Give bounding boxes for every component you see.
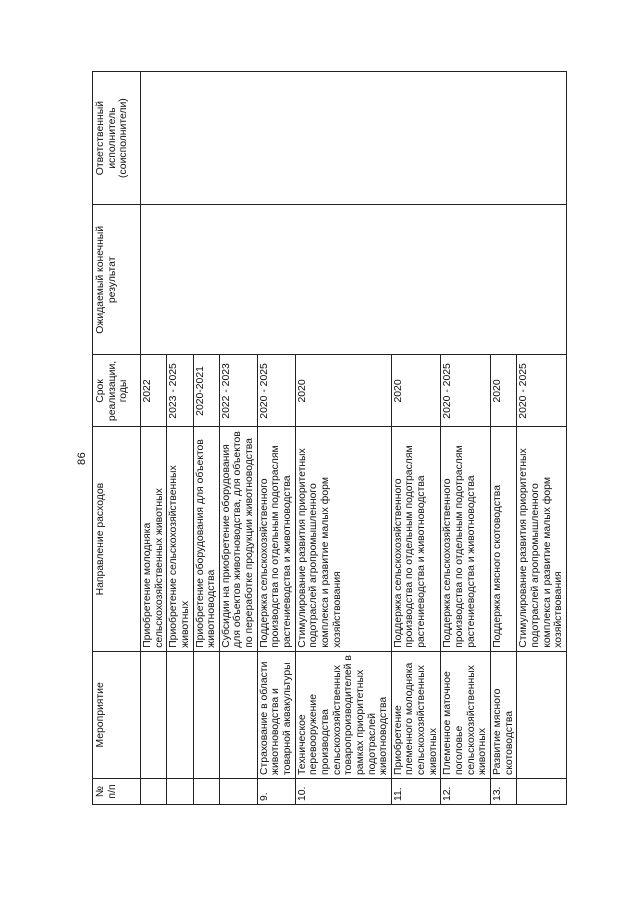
header-executor: Ответственный исполнитель (соисполнители) [93, 72, 141, 205]
row-event: Техническое перевооружение производства сельскохозяйственных товаропроизводителей в рамках приоритетных подотраслей животноводства [295, 651, 391, 778]
events-table [92, 71, 567, 805]
row-result [141, 205, 567, 355]
row-period: 2020 [391, 355, 441, 427]
row-period: 2020 - 2025 [257, 355, 295, 427]
row-direction: Приобретение молодняка сельскохозяйственных животных [141, 427, 167, 651]
row-event [167, 651, 193, 778]
row-direction: Поддержка сельскохозяйственного производства по отдельным подотраслям растениеводства и животноводства [391, 427, 441, 651]
row-event: Страхование в области животноводства и товарной аквакультуры [257, 651, 295, 778]
row-num [517, 778, 567, 804]
row-num [141, 778, 167, 804]
header-event: Мероприятие [93, 651, 141, 778]
header-period: Срок реализации, годы [93, 355, 141, 427]
row-direction: Поддержка сельскохозяйственного производства по отдельным подотраслям растениеводства и животноводства [257, 427, 295, 651]
row-num [193, 778, 219, 804]
row-period: 2020-2021 [193, 355, 219, 427]
row-num: 9. [257, 778, 295, 804]
row-executor [141, 72, 567, 205]
table-header-row [93, 72, 141, 805]
row-event: Развитие мясного скотоводства [490, 651, 516, 778]
page-number: 86 [76, 451, 88, 465]
row-num: 10. [295, 778, 391, 804]
row-event: Приобретение племенного молодняка сельскохозяйственных животных [391, 651, 441, 778]
row-num: 11. [391, 778, 441, 804]
table-row [141, 72, 167, 805]
row-num [219, 778, 257, 804]
row-period: 2022 [141, 355, 167, 427]
header-result: Ожидаемый конечный результат [93, 205, 141, 355]
row-event [517, 651, 567, 778]
header-num: № п/п [93, 778, 141, 804]
row-period: 2020 [295, 355, 391, 427]
row-num [167, 778, 193, 804]
row-period: 2020 - 2025 [441, 355, 491, 427]
row-period: 2020 [490, 355, 516, 427]
row-event [141, 651, 167, 778]
row-period: 2023 - 2025 [167, 355, 193, 427]
row-num: 13. [490, 778, 516, 804]
row-event: Племенное маточное поголовье сельскохозяйственных животных [441, 651, 491, 778]
row-direction: Поддержка мясного скотоводства [490, 427, 516, 651]
row-event [219, 651, 257, 778]
row-direction: Субсидии на приобретение оборудования для объектов животноводства, для объектов по переработке продукции животноводства [219, 427, 257, 651]
row-direction: Стимулирование развития приоритетных подотраслей агропромышленного комплекса и развитие малых форм хозяйствования [295, 427, 391, 651]
row-event [193, 651, 219, 778]
row-num: 12. [441, 778, 491, 804]
header-direction: Направление расходов [93, 427, 141, 651]
row-direction: Приобретение оборудования для объектов животноводства [193, 427, 219, 651]
row-direction: Приобретение сельскохозяйственных животных [167, 427, 193, 651]
row-period: 2020 - 2025 [517, 355, 567, 427]
row-direction: Поддержка сельскохозяйственного производства по отдельным подотраслям растениеводства и животноводства [441, 427, 491, 651]
row-direction: Стимулирование развития приоритетных подотраслей агропромышленного комплекса и развитие малых форм хозяйствования [517, 427, 567, 651]
row-period: 2022 - 2023 [219, 355, 257, 427]
